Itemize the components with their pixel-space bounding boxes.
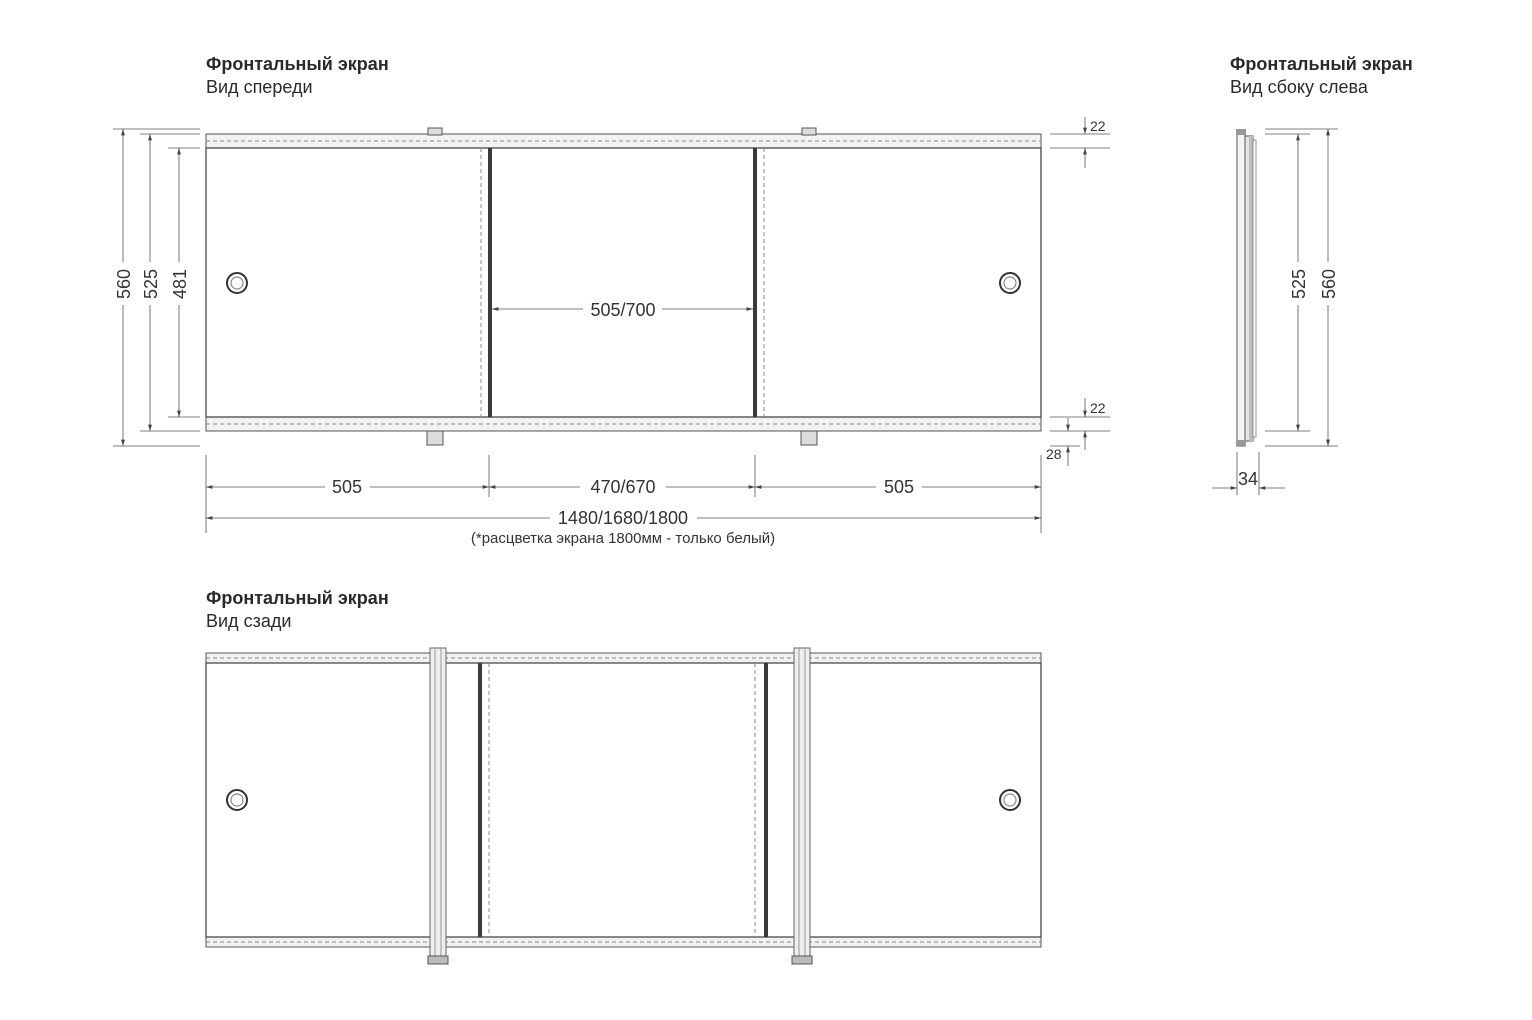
back-support-left: [428, 648, 448, 964]
dim-bottom-rail: 22: [1090, 400, 1106, 416]
dim-height-481: 481: [170, 268, 190, 300]
back-middle-panel: [481, 663, 766, 937]
front-top-mount-left: [428, 128, 442, 135]
dim-height-560: 560: [114, 268, 134, 300]
side-view-subtitle: Вид сбоку слева: [1230, 77, 1368, 97]
dim-total-length: 1480/1680/1800: [557, 508, 689, 528]
color-note: (*расцветка экрана 1800мм - только белый): [470, 530, 776, 547]
side-dim-height-560: 560: [1319, 268, 1339, 300]
side-dim-height-525: 525: [1289, 268, 1309, 300]
dim-leg-height: 28: [1046, 446, 1062, 462]
side-view: [1212, 54, 1413, 495]
dim-left-section: 505: [331, 477, 363, 497]
front-right-panel: [755, 148, 1041, 417]
dim-middle-section: 470/670: [590, 477, 656, 497]
back-right-handle: [1000, 790, 1020, 810]
front-leg-left: [427, 431, 443, 445]
front-left-panel: [206, 148, 489, 417]
front-right-handle: [1000, 273, 1020, 293]
front-view-title: Фронтальный экран: [206, 54, 389, 74]
side-dim-depth: 34: [1237, 469, 1259, 489]
dim-height-525: 525: [141, 268, 161, 300]
side-panel-front: [1237, 131, 1245, 446]
front-leg-right: [801, 431, 817, 445]
back-support-right: [792, 648, 812, 964]
front-top-mount-right: [802, 128, 816, 135]
back-view: [206, 588, 1041, 964]
dim-top-rail: 22: [1090, 118, 1106, 134]
back-left-handle: [227, 790, 247, 810]
front-divider-left: [488, 148, 492, 417]
front-view-subtitle: Вид спереди: [206, 77, 313, 97]
front-left-handle: [227, 273, 247, 293]
side-view-title: Фронтальный экран: [1230, 54, 1413, 74]
back-view-title: Фронтальный экран: [206, 588, 389, 608]
back-view-subtitle: Вид сзади: [206, 611, 292, 631]
front-view: [113, 54, 1110, 547]
dim-middle-opening: 505/700: [590, 300, 656, 320]
dim-right-section: 505: [883, 477, 915, 497]
front-divider-right: [753, 148, 757, 417]
front-middle-panel: [489, 148, 755, 417]
